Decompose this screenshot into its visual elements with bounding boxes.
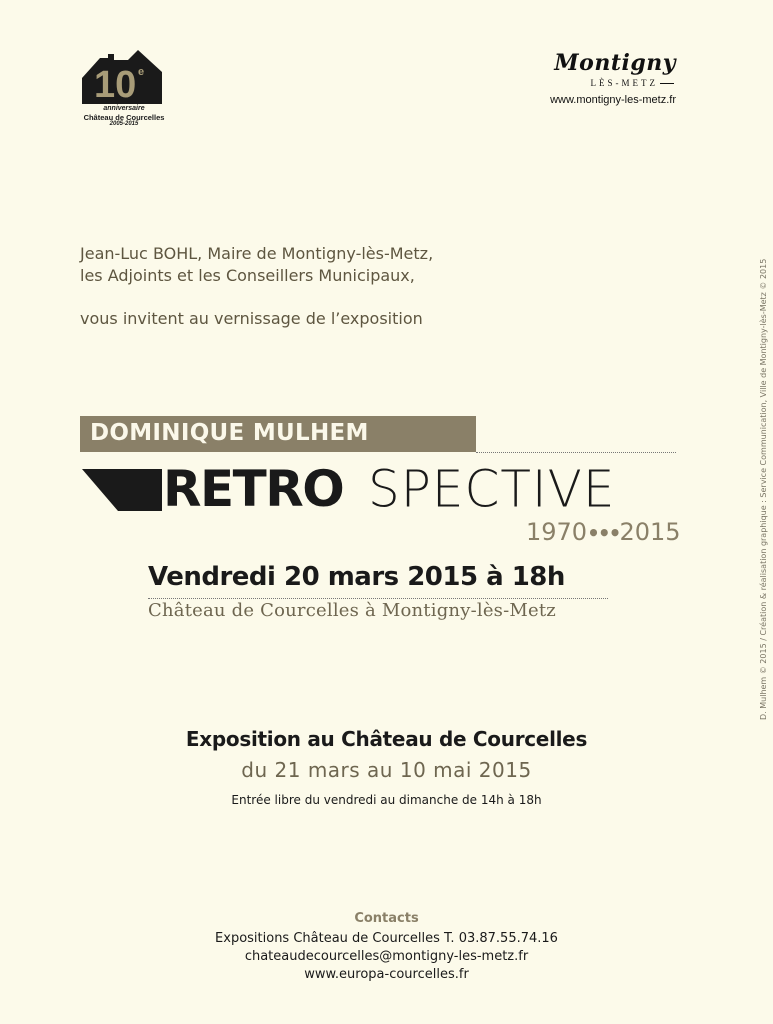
invitation-line-3: vous invitent au vernissage de l’exposition: [80, 309, 423, 328]
title-spective: SPECTIVE: [368, 459, 616, 519]
invitation-line-1: Jean-Luc BOHL, Maire de Montigny-lès-Metz,: [80, 244, 434, 263]
anniversary-superscript: e: [138, 66, 145, 78]
dotted-divider: [148, 598, 608, 599]
montigny-website[interactable]: www.montigny-les-metz.fr: [550, 94, 676, 106]
artist-name-band: [80, 416, 476, 452]
montigny-subtitle: LÈS-METZ: [590, 78, 658, 88]
year-start: 1970: [526, 518, 588, 546]
castle-icon: [78, 50, 170, 106]
contact-email[interactable]: chateaudecourcelles@montigny-les-metz.fr: [244, 949, 529, 964]
anniversary-number: 10: [94, 64, 137, 106]
expo-dates: du 21 mars au 10 mai 2015: [241, 758, 532, 782]
vernissage-date: Vendredi 20 mars 2015 à 18h: [148, 562, 565, 592]
contacts-heading: Contacts: [354, 911, 419, 926]
expo-hours: Entrée libre du vendredi au dimanche de 14h à 18h: [231, 793, 542, 807]
dotted-divider: [476, 452, 676, 453]
year-end: 2015: [619, 518, 681, 546]
anniversary-venue: Château de Courcelles: [83, 113, 165, 122]
anniversary-label: anniversaire: [103, 105, 145, 112]
invitation-line-2: les Adjoints et les Conseillers Municipaux,: [80, 266, 415, 285]
exhibition-years: [526, 518, 681, 546]
title-retro: RETRO: [163, 460, 344, 518]
contact-phone: Expositions Château de Courcelles T. 03.87.55.74.16: [215, 931, 558, 946]
artist-name: DOMINIQUE MULHEM: [90, 420, 369, 446]
wedge-shape: [82, 469, 162, 511]
vernissage-place: Château de Courcelles à Montigny-lès-Metz: [148, 600, 556, 621]
expo-title: Exposition au Château de Courcelles: [185, 727, 588, 751]
credits: D. Mulhem © 2015 / Création & réalisation graphique : Service Communication, Ville de Montigny-lès-Metz © 2015: [759, 258, 768, 720]
montigny-wordmark: Montigny: [554, 50, 676, 76]
anniversary-logo: [78, 50, 170, 134]
contact-website[interactable]: www.europa-courcelles.fr: [304, 967, 469, 982]
montigny-underline: [660, 83, 674, 84]
year-separator: •••: [587, 521, 620, 545]
anniversary-years: 2005-2015: [109, 121, 139, 127]
montigny-logo: [540, 50, 680, 112]
